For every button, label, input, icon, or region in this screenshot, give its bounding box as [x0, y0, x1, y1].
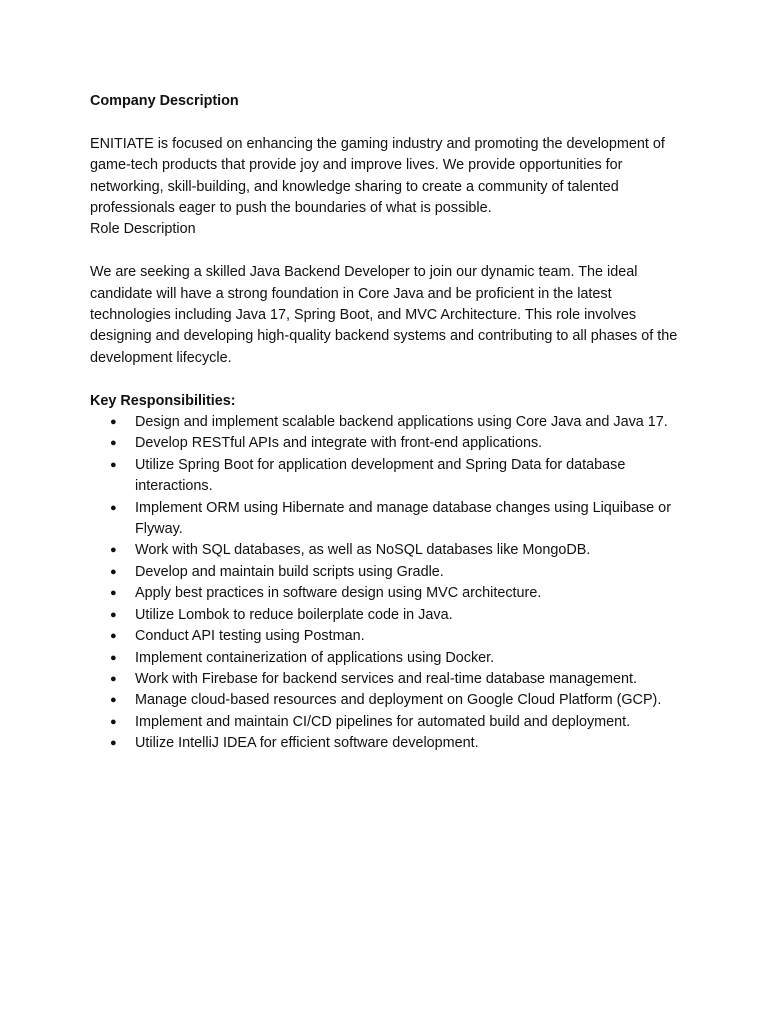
spacer	[90, 112, 690, 133]
bullet-icon: ●	[110, 608, 117, 621]
list-item-text: Utilize Lombok to reduce boilerplate code in Java.	[135, 606, 453, 623]
role-description-heading: Role Description	[90, 221, 196, 238]
list-item	[90, 433, 690, 454]
list-item-text: Implement ORM using Hibernate and manage database changes using Liquibase or Flyway.	[135, 499, 671, 538]
list-item	[90, 733, 690, 754]
list-item-text: Develop RESTful APIs and integrate with front-end applications.	[135, 435, 543, 452]
list-item-text: Implement containerization of applications using Docker.	[135, 649, 495, 666]
list-item-text: Design and implement scalable backend applications using Core Java and Java 17.	[135, 414, 668, 431]
role-description-text: We are seeking a skilled Java Backend Developer to join our dynamic team. The ideal candidate will have a strong foundation in Core Java and be proficient in the latest technologies including Java 17, Spring Boot, and MVC Architecture. This role involves designing and developing high-quality backend systems and contributing to all phases of the development lifecycle.	[90, 264, 678, 366]
bullet-icon: ●	[110, 458, 117, 471]
list-item-text: Utilize IntelliJ IDEA for efficient software development.	[135, 735, 479, 752]
document-page	[90, 91, 690, 755]
list-item	[90, 498, 690, 541]
bullet-icon: ●	[110, 416, 117, 429]
company-description-text: ENITIATE is focused on enhancing the gaming industry and promoting the development of game-tech products that provide joy and improve lives. We provide opportunities for networking, skill-building, and knowledge sharing to create a community of talented professionals eager to push the boundaries of what is possible.	[90, 135, 665, 217]
bullet-icon: ●	[110, 672, 117, 685]
list-item-text: Develop and maintain build scripts using Gradle.	[135, 563, 444, 580]
list-item	[90, 540, 690, 561]
responsibilities-list	[90, 412, 690, 755]
list-item-text: Work with Firebase for backend services and real-time database management.	[135, 670, 638, 687]
list-item	[90, 412, 690, 433]
bullet-icon: ●	[110, 715, 117, 728]
list-item	[90, 712, 690, 733]
company-description-heading: Company Description	[90, 93, 239, 109]
bullet-icon: ●	[110, 651, 117, 664]
list-item	[90, 648, 690, 669]
list-item	[90, 669, 690, 690]
list-item-text: Work with SQL databases, as well as NoSQL databases like MongoDB.	[135, 542, 591, 559]
list-item	[90, 455, 690, 498]
list-item-text: Conduct API testing using Postman.	[135, 628, 365, 645]
list-item	[90, 690, 690, 711]
bullet-icon: ●	[110, 630, 117, 643]
bullet-icon: ●	[110, 544, 117, 557]
bullet-icon: ●	[110, 437, 117, 450]
bullet-icon: ●	[110, 565, 117, 578]
list-item-text: Manage cloud-based resources and deployment on Google Cloud Platform (GCP).	[135, 692, 662, 709]
bullet-icon: ●	[110, 694, 117, 707]
bullet-icon: ●	[110, 737, 117, 750]
list-item	[90, 562, 690, 583]
list-item-text: Utilize Spring Boot for application development and Spring Data for database interactions.	[135, 456, 626, 495]
list-item	[90, 605, 690, 626]
bullet-icon: ●	[110, 587, 117, 600]
spacer	[90, 369, 690, 390]
list-item	[90, 583, 690, 604]
bullet-icon: ●	[110, 501, 117, 514]
list-item	[90, 626, 690, 647]
spacer	[90, 241, 690, 262]
key-responsibilities-heading: Key Responsibilities:	[90, 392, 236, 409]
list-item-text: Implement and maintain CI/CD pipelines for automated build and deployment.	[135, 713, 631, 730]
list-item-text: Apply best practices in software design using MVC architecture.	[135, 585, 542, 602]
